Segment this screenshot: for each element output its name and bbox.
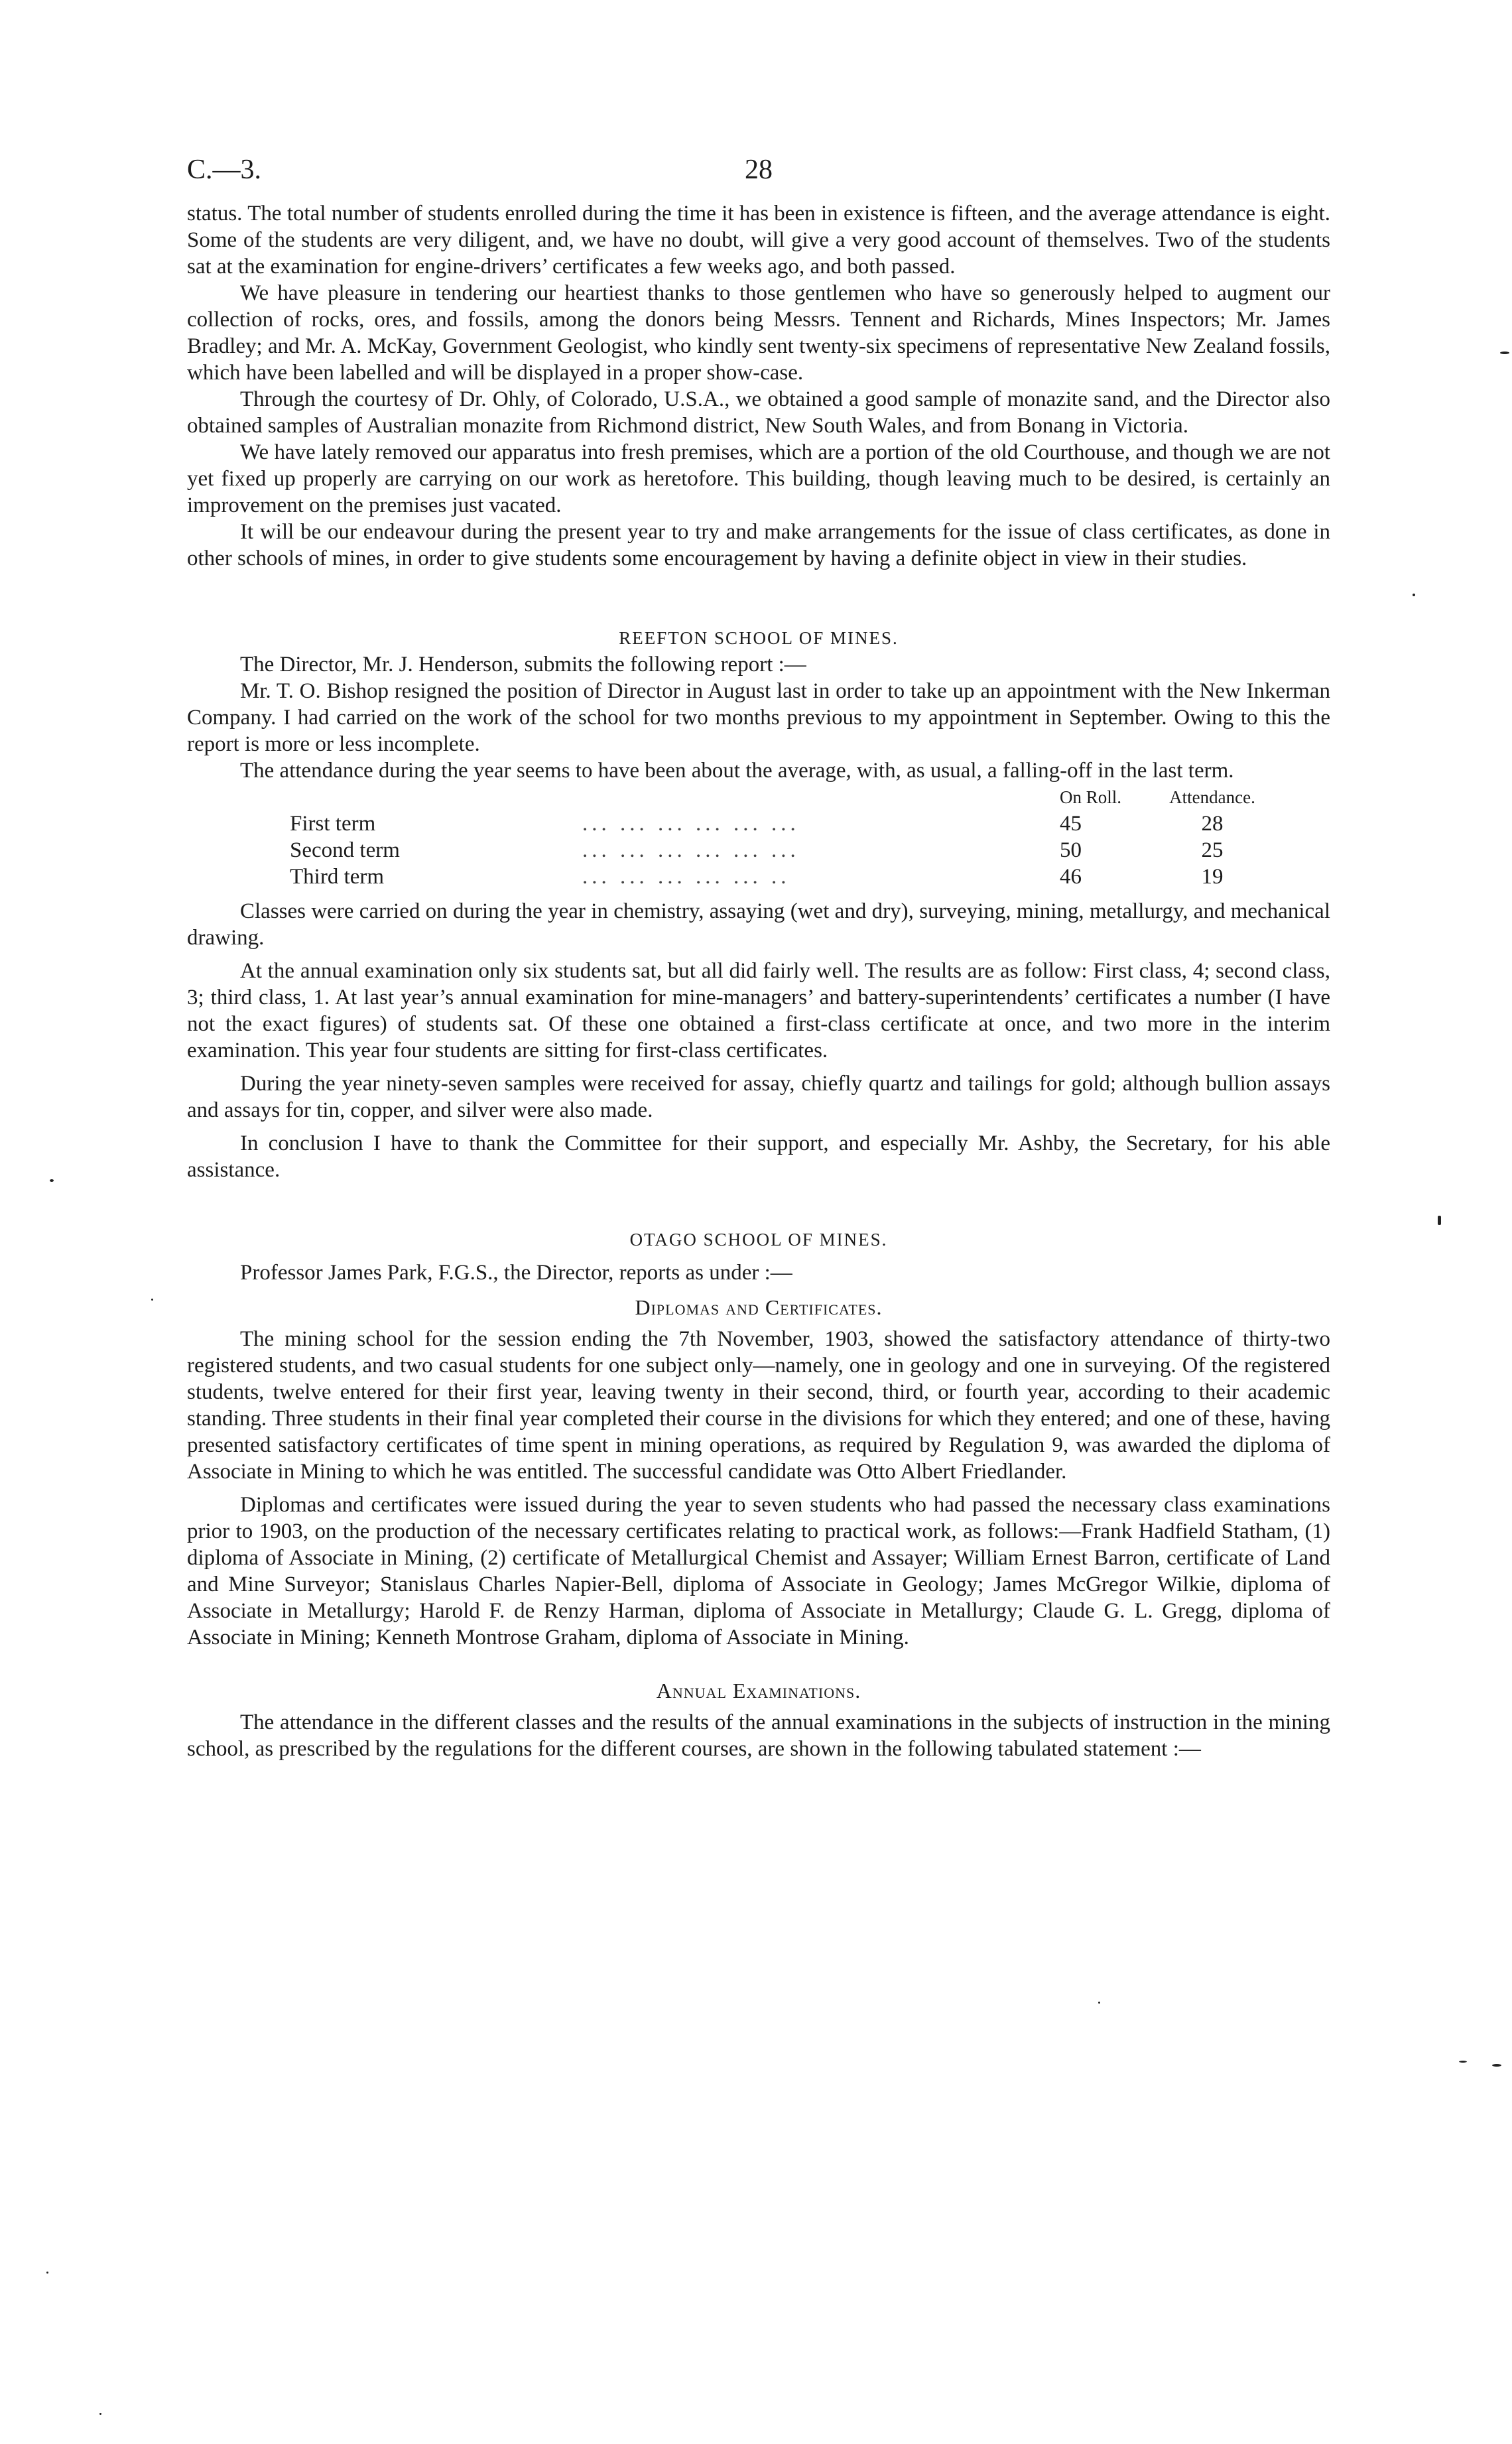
paragraph-thanks: We have pleasure in tendering our heartiest thanks to those gentlemen who have so generously helped to augment our collection of rocks, ores, and fossils, among the donors being Messrs. Tennent and Richards, Mines Inspectors; Mr. James Bradley; and Mr. A. McKay, Government Geologist, who kindly sent twenty-six specimens of representative New Zealand fossils, which have been labelled and will be displayed in a proper show-case. (187, 281, 1330, 385)
scan-speck (151, 1299, 153, 1301)
otago-paragraph-3: The attendance in the different classes and the results of the annual examinations in the subjects of instruction in the mining school, as prescribed by the regulations for the different courses, are shown in the following tabulated statement :— (187, 1710, 1330, 1761)
paragraph-status: status. The total number of students enrolled during the time it has been in existence is fifteen, and the average attendance is eight. Some of the students are very diligent, and, we have no doubt, will give a very good account of themselves. Two of the students sat at the examination for engine-drivers’ certificates a few weeks ago, and both passed. (187, 202, 1330, 279)
document-page (187, 154, 1330, 1762)
otago-paragraph-1: The mining school for the session ending the 7th November, 1903, showed the satisfactory attendance of thirty-two registered students, and two casual students for one subject only—namely, one in geology and one in surveying. Of the registered students, twelve entered for their first year, leaving twenty in their second, third, or fourth year, according to their academic standing. Three students in their final year completed their course in the divisions for which they entered; and one of these, having presented satisfactory certificates of time spent in mining operations, as required by Regulation 9, was awarded the diploma of Associate in Mining to which he was entitled. The successful candidate was Otto Albert Friedlander. (187, 1327, 1330, 1484)
otago-intro: Professor James Park, F.G.S., the Director, reports as under :— (240, 1261, 792, 1285)
col-header-attendance: Attendance. (1169, 787, 1255, 807)
subheading-diplomas: Diplomas and Certificates. (635, 1295, 883, 1319)
col-header-on-roll: On Roll. (1060, 787, 1122, 807)
leader-dots: ... ... ... ... ... .. (582, 865, 790, 889)
scan-speck (46, 2272, 48, 2274)
on-roll-value: 46 (1060, 865, 1082, 889)
on-roll-value: 50 (1060, 838, 1082, 862)
page-header (187, 154, 1330, 200)
scan-speck (1500, 352, 1509, 354)
otago-heading: OTAGO SCHOOL OF MINES. (629, 1230, 888, 1250)
attendance-value: 19 (1201, 865, 1224, 889)
reefton-intro: The Director, Mr. J. Henderson, submits the following report :— (240, 653, 806, 676)
scan-speck (99, 2413, 101, 2415)
scan-speck (1492, 2064, 1501, 2067)
attendance-table (187, 784, 1330, 890)
reefton-paragraph-4: At the annual examination only six students sat, but all did fairly well. The results are as follow: First class, 4; second class, 3; third class, 1. At last year’s annual examination for mine-managers’ and battery-superintendents’ certificates a number (I have not the exact figures) of students sat. Of these one obtained a first-class certificate at once, and two more in the interim examination. This year four students are sitting for first-class certificates. (187, 959, 1330, 1062)
paragraph-monazite: Through the courtesy of Dr. Ohly, of Colorado, U.S.A., we obtained a good sample of monazite sand, and the Director also obtained samples of Australian monazite from Richmond district, New South Wales, and from Bonang in Victoria. (187, 387, 1330, 438)
attendance-value: 25 (1201, 838, 1224, 862)
table-row (187, 864, 1330, 890)
paragraph-endeavour: It will be our endeavour during the present year to try and make arrangements for the issue of class certificates, as done in other schools of mines, in order to give students some encouragement by having a definite object in view in their studies. (187, 520, 1330, 570)
scan-speck (1438, 1216, 1441, 1225)
reefton-paragraph-3: Classes were carried on during the year in chemistry, assaying (wet and dry), surveying, mining, metallurgy, and mechanical drawing. (187, 899, 1330, 950)
reefton-paragraph-1: Mr. T. O. Bishop resigned the position of Director in August last in order to take up an appointment with the New Inkerman Company. I had carried on the work of the school for two months previous to my appointment in September. Owing to this the report is more or less incomplete. (187, 679, 1330, 756)
page-number: 28 (745, 155, 773, 185)
reefton-heading: REEFTON SCHOOL OF MINES. (619, 628, 899, 648)
table-row (187, 810, 1330, 837)
document-code: C.—3. (187, 155, 262, 185)
scan-speck (50, 1179, 54, 1182)
scan-speck (1413, 594, 1415, 596)
subheading-annual-examinations: Annual Examinations. (656, 1679, 861, 1703)
scan-speck (1459, 2061, 1467, 2063)
reefton-paragraph-6: In conclusion I have to thank the Committee for their support, and especially Mr. Ashby, the Secretary, for his able assistance. (187, 1131, 1330, 1182)
reefton-paragraph-2: The attendance during the year seems to have been about the average, with, as usual, a falling-off in the last term. (240, 759, 1234, 783)
table-row (187, 837, 1330, 864)
scan-speck (1098, 2002, 1100, 2004)
otago-paragraph-2: Diplomas and certificates were issued during the year to seven students who had passed the necessary class examinations prior to 1903, on the production of the necessary certificates relating to practical work, as follows:—Frank Hadfield Statham, (1) diploma of Associate in Mining, (2) certificate of Metallurgical Chemist and Assayer; William Ernest Barron, certificate of Land and Mine Surveyor; Stanislaus Charles Napier-Bell, diploma of Associate in Geology; James McGregor Wilkie, diploma of Associate in Metallurgy; Harold F. de Renzy Harman, diploma of Associate in Metallurgy; Claude G. L. Gregg, diploma of Associate in Mining; Kenneth Montrose Graham, diploma of Associate in Mining. (187, 1493, 1330, 1649)
term-label: Second term (290, 838, 400, 862)
attendance-value: 28 (1201, 812, 1224, 836)
leader-dots: ... ... ... ... ... ... (582, 838, 800, 862)
leader-dots: ... ... ... ... ... ... (582, 812, 800, 836)
reefton-paragraph-5: During the year ninety-seven samples were received for assay, chiefly quartz and tailings for gold; although bullion assays and assays for tin, copper, and silver were also made. (187, 1072, 1330, 1122)
paragraph-premises: We have lately removed our apparatus into fresh premises, which are a portion of the old Courthouse, and though we are not yet fixed up properly are carrying on our work as heretofore. This building, though leaving much to be desired, is certainly an improvement on the premises just vacated. (187, 440, 1330, 517)
on-roll-value: 45 (1060, 812, 1082, 836)
term-label: Third term (290, 865, 385, 889)
term-label: First term (290, 812, 376, 836)
table-header-row (187, 784, 1330, 810)
